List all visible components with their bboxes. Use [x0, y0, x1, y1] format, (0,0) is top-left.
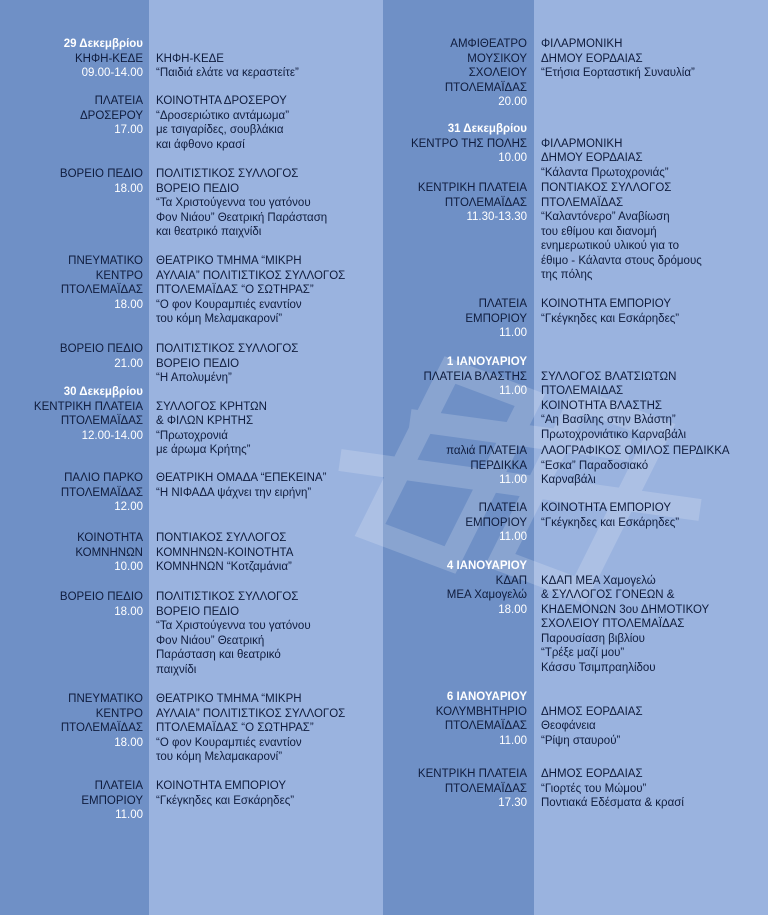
event-description: “Η ΝΙΦΑΔΑ ψάχνει την ειρήνη” — [156, 486, 312, 499]
event-description: με τσιγαρίδες, σουβλάκια — [156, 124, 284, 136]
event-venue-block — [0, 590, 143, 619]
event-date: 4 ΙΑΝΟΥΑΡΙΟΥ — [446, 560, 527, 572]
event-description: “Εσκα” Παραδοσιακό — [541, 459, 649, 472]
event-description: Παράσταση και θεατρικό — [156, 649, 281, 661]
event-organizer: ΚΔΑΠ ΜΕΑ Χαμογελώ — [541, 574, 656, 587]
event-venue: ΠΤΟΛΕΜΑΪΔΑΣ — [444, 720, 527, 732]
event-details-block — [541, 137, 768, 181]
event-venue: ΚΕΝΤΡΟ ΤΗΣ ΠΟΛΗΣ — [410, 137, 527, 150]
event-venue: ΠΤΟΛΕΜΑΪΔΑΣ — [444, 81, 527, 94]
event-organizer: ΠΟΛΙΤΙΣΤΙΚΟΣ ΣΥΛΛΟΓΟΣ — [156, 343, 299, 355]
event-organizer: ΠΤΟΛΕΜΑΙΔΑΣ — [541, 385, 624, 397]
event-organizer: ΔΗΜΟΣ ΕΟΡΔΑΙΑΣ — [541, 768, 643, 780]
event-description: “Ετήσια Εορταστική Συναυλία” — [541, 67, 695, 79]
event-details-block — [541, 297, 768, 326]
event-description: “Γιορτές του Μώμου” — [541, 782, 647, 795]
event-venue-block — [0, 471, 143, 515]
event-venue: ΠΝΕΥΜΑΤΙΚΟ — [68, 693, 143, 705]
event-description: με άρωμα Κρήτης” — [156, 444, 251, 456]
event-venue: ΚΔΑΠ — [495, 574, 527, 587]
event-date: 31 Δεκεμβρίου — [447, 123, 527, 135]
event-time: 20.00 — [498, 96, 527, 108]
event-time: 11.00 — [499, 385, 527, 397]
event-time: 18.00 — [114, 736, 143, 749]
event-organizer: ΠΟΝΤΙΑΚΟΣ ΣΥΛΛΟΓΟΣ — [541, 182, 672, 194]
event-details-block — [156, 590, 388, 677]
event-time: 18.00 — [498, 603, 527, 616]
event-details-block — [156, 400, 388, 458]
event-organizer: ΠΤΟΛΕΜΑΪΔΑΣ — [541, 196, 624, 209]
event-organizer: ΒΟΡΕΙΟ ΠΕΔΙΟ — [156, 182, 240, 195]
event-time: 11.00 — [499, 327, 527, 339]
event-venue-block — [384, 297, 527, 341]
event-time: 12.00-14.00 — [81, 429, 143, 442]
event-venue-block — [384, 444, 527, 488]
event-description: “Καλαντόνερο” Αναβίωση — [541, 211, 670, 223]
event-venue: ΠΤΟΛΕΜΑΪΔΑΣ — [444, 196, 527, 209]
event-organizer: ΘΕΑΤΡΙΚΟ ΤΜΗΜΑ “ΜΙΚΡΗ — [156, 255, 302, 267]
event-venue: ΚΕΝΤΡΙΚΗ ΠΛΑΤΕΙΑ — [417, 768, 527, 780]
event-organizer: ΔΗΜΟΥ ΕΟΡΔΑΙΑΣ — [541, 152, 643, 164]
event-organizer: ΒΟΡΕΙΟ ΠΕΔΙΟ — [156, 605, 240, 618]
event-venue: ΚΗΦΗ-ΚΕΔΕ — [75, 52, 143, 65]
event-venue: ΠΛΑΤΕΙΑ — [478, 502, 527, 514]
event-details-block — [156, 254, 388, 327]
event-description: της πόλης — [541, 269, 593, 281]
event-organizer: ΔΗΜΟΣ ΕΟΡΔΑΙΑΣ — [541, 705, 643, 718]
event-organizer: ΚΗΔΕΜΟΝΩΝ 3ου ΔΗΜΟΤΙΚΟΥ — [541, 603, 710, 616]
event-details-block — [541, 705, 768, 749]
event-organizer: ΘΕΑΤΡΙΚΟ ΤΜΗΜΑ “ΜΙΚΡΗ — [156, 693, 302, 705]
event-organizer: ΑΥΛΑΙΑ” ΠΟΛΙΤΙΣΤΙΚΟΣ ΣΥΛΛΟΓΟΣ — [156, 707, 346, 720]
event-details-block — [541, 370, 768, 443]
event-venue: ΚΕΝΤΡΟ — [95, 707, 143, 720]
event-venue: ΜΕΑ Χαμογελώ — [446, 589, 527, 601]
event-time: 17.30 — [498, 797, 527, 809]
event-description: “Δροσεριώτικο αντάμωμα” — [156, 109, 290, 122]
event-details-block — [156, 52, 388, 81]
event-date: 30 Δεκεμβρίου — [63, 386, 143, 398]
event-description: “Παιδιά ελάτε να κεραστείτε” — [156, 67, 299, 79]
event-venue: ΠΛΑΤΕΙΑ — [94, 95, 143, 107]
event-organizer: ΦΙΛΑΡΜΟΝΙΚΗ — [541, 38, 623, 50]
event-organizer: ΣΥΛΛΟΓΟΣ ΒΛΑΤΣΙΩΤΩΝ — [541, 370, 677, 383]
event-time: 18.00 — [114, 182, 143, 195]
event-description: Φον Νιάου” Θεατρική — [156, 634, 265, 647]
event-description: “Τα Χριστούγεννα του γατόνου — [156, 620, 311, 632]
event-details-block — [156, 531, 388, 575]
event-description: “Τα Χριστούγεννα του γατόνου — [156, 197, 311, 209]
event-time: 09.00-14.00 — [81, 67, 143, 79]
event-time: 11.00 — [499, 474, 527, 486]
event-description: και θεατρικό παιχνίδι — [156, 226, 262, 238]
event-venue: ΚΕΝΤΡΟ — [95, 269, 143, 282]
event-organizer: ΦΙΛΑΡΜΟΝΙΚΗ — [541, 137, 623, 150]
event-organizer: ΘΕΑΤΡΙΚΗ ΟΜΑΔΑ “ΕΠΕΚΕΙΝΑ” — [156, 472, 327, 484]
event-description: “Πρωτοχρονιά — [156, 429, 228, 442]
event-venue-block — [0, 94, 143, 138]
event-description: Παρουσίαση βιβλίου — [541, 632, 645, 645]
event-venue: ΕΜΠΟΡΙΟΥ — [465, 312, 527, 325]
event-organizer: ΠΟΛΙΤΙΣΤΙΚΟΣ ΣΥΛΛΟΓΟΣ — [156, 591, 299, 603]
event-venue-block — [384, 37, 527, 110]
event-description: έθιμο - Κάλαντα στους δρόμους — [541, 254, 702, 267]
event-venue: ΠΤΟΛΕΜΑΪΔΑΣ — [60, 486, 143, 499]
event-description: Καρναβάλι — [541, 474, 596, 486]
event-description: παιχνίδι — [156, 663, 197, 676]
event-organizer: ΒΟΡΕΙΟ ΠΕΔΙΟ — [156, 357, 240, 370]
event-details-block — [156, 342, 388, 386]
event-venue: ΚΕΝΤΡΙΚΗ ΠΛΑΤΕΙΑ — [417, 182, 527, 194]
event-details-block — [156, 94, 388, 152]
event-venue: ΚΟΛΥΜΒΗΤΗΡΙΟ — [435, 705, 527, 718]
event-details-block — [541, 444, 768, 488]
event-organizer: ΚΗΦΗ-ΚΕΔΕ — [156, 52, 224, 65]
event-venue-block — [0, 531, 143, 575]
event-details-block — [156, 692, 388, 765]
event-organizer: ΔΗΜΟΥ ΕΟΡΔΑΙΑΣ — [541, 52, 643, 65]
event-venue: ΠΤΟΛΕΜΑΪΔΑΣ — [60, 722, 143, 734]
event-description: Ποντιακά Εδέσματα & κρασί — [541, 797, 684, 809]
event-venue-block — [0, 167, 143, 196]
event-description: Φον Νιάου” Θεατρική Παράσταση — [156, 211, 328, 224]
event-venue: ΠΤΟΛΕΜΑΪΔΑΣ — [444, 782, 527, 795]
event-date: 29 Δεκεμβρίου — [63, 38, 143, 50]
event-venue: ΠΤΟΛΕΜΑΪΔΑΣ — [60, 415, 143, 427]
event-date: 6 ΙΑΝΟΥΑΡΙΟΥ — [446, 691, 527, 703]
event-description: Θεοφάνεια — [541, 720, 596, 732]
event-time: 11.00 — [115, 809, 143, 821]
event-details-block — [541, 574, 768, 676]
event-organizer: ΚΟΙΝΟΤΗΤΑ ΕΜΠΟΡΙΟΥ — [541, 502, 672, 514]
event-description: “Ο φον Κουραμπιές εναντίον — [156, 298, 302, 311]
event-description: του κόμη Μελαμακαρονί” — [156, 751, 283, 763]
event-venue-block — [384, 767, 527, 811]
event-description: “Γκέγκηδες και Εσκάρηδες” — [541, 312, 680, 325]
event-organizer: ΠΤΟΛΕΜΑΪΔΑΣ “Ο ΣΩΤΗΡΑΣ” — [156, 722, 314, 734]
event-venue: ΒΟΡΕΙΟ ΠΕΔΙΟ — [59, 168, 143, 180]
event-details-block — [541, 767, 768, 811]
event-venue-block — [384, 501, 527, 545]
event-organizer: ΣΧΟΛΕΙΟΥ ΠΤΟΛΕΜΑΪΔΑΣ — [541, 618, 685, 630]
event-organizer: ΛΑΟΓΡΑΦΙΚΟΣ ΟΜΙΛΟΣ ΠΕΡΔΙΚΚΑ — [541, 445, 730, 457]
event-venue-block — [384, 122, 527, 166]
event-description: του εθίμου και διανομή — [541, 225, 657, 238]
event-venue-block — [0, 342, 143, 371]
event-venue: ΔΡΟΣΕΡΟΥ — [80, 109, 143, 122]
event-venue: ΠΑΛΙΟ ΠΑΡΚΟ — [64, 472, 143, 484]
event-venue: ΕΜΠΟΡΙΟΥ — [81, 794, 143, 807]
event-venue: ΠΛΑΤΕΙΑ — [94, 780, 143, 792]
event-organizer: ΠΟΝΤΙΑΚΟΣ ΣΥΛΛΟΓΟΣ — [156, 532, 287, 544]
event-venue: ΕΜΠΟΡΙΟΥ — [465, 516, 527, 529]
event-venue: παλιά ΠΛΑΤΕΙΑ — [446, 445, 527, 457]
event-description: ενημερωτικού υλικού για το — [541, 240, 679, 252]
event-organizer: ΠΟΛΙΤΙΣΤΙΚΟΣ ΣΥΛΛΟΓΟΣ — [156, 168, 299, 180]
event-organizer: ΚΟΜΝΗΝΩΝ-ΚΟΙΝΟΤΗΤΑ — [156, 546, 294, 559]
event-organizer: ΚΟΙΝΟΤΗΤΑ ΒΛΑΣΤΗΣ — [541, 399, 663, 412]
event-time: 11.00 — [499, 734, 527, 747]
event-description: και άφθονο κρασί — [156, 138, 245, 151]
event-description: “Ο φον Κουραμπιές εναντίον — [156, 736, 302, 749]
event-time: 10.00 — [498, 152, 527, 164]
event-time: 11.30-13.30 — [466, 211, 527, 223]
event-description: “Κάλαντα Πρωτοχρονιάς” — [541, 166, 669, 179]
event-details-block — [156, 779, 388, 808]
event-venue: ΠΝΕΥΜΑΤΙΚΟ — [68, 255, 143, 267]
event-details-block — [541, 37, 768, 81]
event-details-block — [156, 167, 388, 240]
event-organizer: ΚΟΜΝΗΝΩΝ “Κοτζαμάνια” — [156, 561, 292, 573]
event-description: Κάσσυ Τσιμπραηλίδου — [541, 661, 656, 674]
event-description: “Ρίψη σταυρού” — [541, 734, 621, 747]
event-date: 1 ΙΑΝΟΥΑΡΙΟΥ — [446, 356, 527, 368]
event-details-block — [541, 501, 768, 530]
event-venue-block — [384, 355, 527, 399]
event-description: “Η Απολυμένη” — [156, 372, 232, 384]
event-description: “Γκέγκηδες και Εσκάρηδες” — [541, 516, 680, 529]
event-description: Πρωτοχρονιάτικο Καρναβάλι — [541, 428, 687, 441]
event-time: 18.00 — [114, 605, 143, 618]
event-venue: ΒΟΡΕΙΟ ΠΕΔΙΟ — [59, 591, 143, 603]
event-organizer: ΚΟΙΝΟΤΗΤΑ ΕΜΠΟΡΙΟΥ — [156, 780, 287, 792]
event-organizer: ΠΤΟΛΕΜΑΪΔΑΣ “Ο ΣΩΤΗΡΑΣ” — [156, 284, 314, 296]
event-time: 21.00 — [114, 357, 143, 370]
event-description: “Τρέξε μαζί μου” — [541, 647, 625, 659]
event-venue: ΒΟΡΕΙΟ ΠΕΔΙΟ — [59, 343, 143, 355]
event-description: “Γκέγκηδες και Εσκάρηδες” — [156, 794, 295, 807]
event-organizer: & ΦΙΛΩΝ ΚΡΗΤΗΣ — [156, 415, 254, 427]
event-time: 17.00 — [114, 124, 143, 136]
event-organizer: ΣΥΛΛΟΓΟΣ ΚΡΗΤΩΝ — [156, 400, 267, 413]
event-venue: ΠΛΑΤΕΙΑ — [478, 298, 527, 310]
event-venue: ΠΛΑΤΕΙΑ ΒΛΑΣΤΗΣ — [423, 370, 527, 383]
event-time: 18.00 — [114, 298, 143, 311]
event-venue: ΚΟΙΝΟΤΗΤΑ — [77, 532, 143, 544]
event-venue-block — [0, 385, 143, 443]
event-venue: ΚΟΜΝΗΝΩΝ — [75, 546, 143, 559]
event-venue-block — [0, 254, 143, 312]
event-time: 12.00 — [114, 501, 143, 513]
event-venue-block — [384, 690, 527, 748]
event-time: 11.00 — [499, 531, 527, 543]
event-organizer: ΑΥΛΑΙΑ” ΠΟΛΙΤΙΣΤΙΚΟΣ ΣΥΛΛΟΓΟΣ — [156, 269, 346, 282]
event-venue-block — [0, 692, 143, 750]
event-organizer: ΚΟΙΝΟΤΗΤΑ ΔΡΟΣΕΡΟΥ — [156, 95, 287, 107]
event-venue: ΣΧΟΛΕΙΟΥ — [468, 67, 527, 79]
event-description: “Αη Βασίλης στην Βλάστη” — [541, 414, 676, 426]
event-venue-block — [0, 37, 143, 81]
event-venue: ΜΟΥΣΙΚΟΥ — [467, 52, 527, 65]
event-details-block — [541, 181, 768, 283]
event-organizer: & ΣΥΛΛΟΓΟΣ ΓΟΝΕΩΝ & — [541, 589, 675, 601]
event-venue: ΠΤΟΛΕΜΑΪΔΑΣ — [60, 284, 143, 296]
event-venue: ΚΕΝΤΡΙΚΗ ΠΛΑΤΕΙΑ — [33, 400, 143, 413]
event-description: του κόμη Μελαμακαρονί” — [156, 313, 283, 325]
event-venue: ΠΕΡΔΙΚΚΑ — [470, 459, 527, 472]
event-venue: ΑΜΦΙΘΕΑΤΡΟ — [450, 38, 527, 50]
event-venue-block — [384, 559, 527, 617]
event-time: 10.00 — [114, 561, 143, 573]
event-venue-block — [384, 181, 527, 225]
event-details-block — [156, 471, 388, 500]
event-venue-block — [0, 779, 143, 823]
event-organizer: ΚΟΙΝΟΤΗΤΑ ΕΜΠΟΡΙΟΥ — [541, 298, 672, 310]
